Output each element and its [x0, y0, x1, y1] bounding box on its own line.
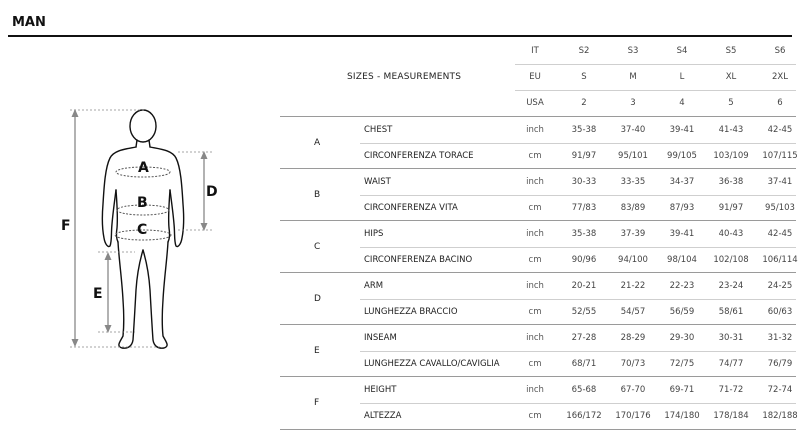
size-value: 28-29: [620, 333, 646, 343]
size-value: 90/96: [571, 255, 597, 265]
size-value: 21-22: [620, 281, 646, 291]
measurement-row: [360, 195, 796, 221]
measurement-name: LUNGHEZZA BRACCIO: [364, 307, 458, 317]
measurement-row: [360, 377, 796, 404]
size-header-cell: M: [629, 72, 637, 82]
size-header-cell: 3: [630, 98, 636, 108]
body-silhouette-illustration: [50, 100, 280, 360]
size-header-cell: 4: [679, 98, 685, 108]
size-header-cell: 2XL: [772, 72, 788, 82]
measurement-group-b: [280, 168, 796, 221]
size-value: 70/73: [620, 359, 646, 369]
measurement-row: [360, 221, 796, 248]
size-value: 42-45: [767, 229, 793, 239]
group-letter: F: [314, 398, 320, 408]
measurement-name: HEIGHT: [364, 385, 397, 395]
size-value: 95/103: [765, 203, 795, 213]
measurement-row: [360, 117, 796, 144]
size-value: 94/100: [618, 255, 648, 265]
size-value: 22-23: [669, 281, 695, 291]
measurement-row: [360, 403, 796, 429]
size-header-row-usa: [515, 90, 796, 116]
measurement-group-a: [280, 116, 796, 169]
size-value: 107/115: [762, 151, 798, 161]
size-header-cell: S4: [676, 46, 688, 56]
unit-label: cm: [528, 151, 542, 161]
size-value: 30-31: [718, 333, 744, 343]
size-value: 91/97: [571, 151, 597, 161]
size-value: 20-21: [571, 281, 597, 291]
size-value: 68/71: [571, 359, 597, 369]
measurement-name: CIRCONFERENZA VITA: [364, 203, 458, 213]
group-letter: C: [314, 242, 321, 252]
size-value: 56/59: [669, 307, 695, 317]
size-header-cell: 6: [777, 98, 783, 108]
size-value: 41-43: [718, 125, 744, 135]
measurement-name: CHEST: [364, 125, 393, 135]
unit-label: cm: [528, 307, 542, 317]
size-header-cell: S5: [725, 46, 737, 56]
unit-label: inch: [526, 385, 544, 395]
size-value: 72/75: [669, 359, 695, 369]
figure-label-e: E: [93, 286, 103, 302]
size-value: 37-40: [620, 125, 646, 135]
unit-label: inch: [526, 177, 544, 187]
measurement-group-d: [280, 272, 796, 325]
size-value: 182/188: [762, 411, 798, 421]
size-value: 83/89: [620, 203, 646, 213]
unit-label: cm: [528, 411, 542, 421]
size-value: 102/108: [713, 255, 749, 265]
body-measurement-figure: [50, 100, 280, 360]
group-letter: D: [314, 294, 321, 304]
measurement-name: WAIST: [364, 177, 391, 187]
size-value: 52/55: [571, 307, 597, 317]
size-system-label: EU: [529, 72, 541, 82]
size-value: 98/104: [667, 255, 697, 265]
size-value: 29-30: [669, 333, 695, 343]
size-header-cell: S6: [774, 46, 786, 56]
sizes-measurements-heading: SIZES - MEASUREMENTS: [347, 72, 462, 82]
unit-label: inch: [526, 333, 544, 343]
size-value: 37-41: [767, 177, 793, 187]
measurement-name: CIRCONFERENZA BACINO: [364, 255, 473, 265]
size-value: 40-43: [718, 229, 744, 239]
size-value: 35-38: [571, 125, 597, 135]
unit-label: cm: [528, 255, 542, 265]
size-value: 74/77: [718, 359, 744, 369]
measurement-row: [360, 351, 796, 377]
figure-label-b: B: [137, 195, 148, 211]
figure-label-a: A: [138, 160, 149, 176]
size-value: 77/83: [571, 203, 597, 213]
size-header-cell: S3: [627, 46, 639, 56]
size-header-cell: 5: [728, 98, 734, 108]
size-header-cell: S: [581, 72, 587, 82]
size-value: 174/180: [664, 411, 700, 421]
measurement-group-c: [280, 220, 796, 273]
size-value: 166/172: [566, 411, 602, 421]
measurement-name: CIRCONFERENZA TORACE: [364, 151, 474, 161]
size-value: 178/184: [713, 411, 749, 421]
size-value: 170/176: [615, 411, 651, 421]
unit-label: cm: [528, 203, 542, 213]
size-value: 95/101: [618, 151, 648, 161]
group-letter: A: [314, 138, 321, 148]
size-value: 76/79: [767, 359, 793, 369]
size-value: 67-70: [620, 385, 646, 395]
size-value: 71-72: [718, 385, 744, 395]
measurement-name: ALTEZZA: [364, 411, 402, 421]
measurement-row: [360, 325, 796, 352]
size-value: 72-74: [767, 385, 793, 395]
figure-label-d: D: [206, 184, 218, 200]
size-header-cell: XL: [725, 72, 737, 82]
size-value: 37-39: [620, 229, 646, 239]
measurement-row: [360, 273, 796, 300]
measurement-name: ARM: [364, 281, 384, 291]
unit-label: inch: [526, 125, 544, 135]
measurement-name: INSEAM: [364, 333, 397, 343]
measurement-row: [360, 169, 796, 196]
size-value: 39-41: [669, 229, 695, 239]
size-value: 60/63: [767, 307, 793, 317]
unit-label: cm: [528, 359, 542, 369]
measurement-row: [360, 299, 796, 325]
size-value: 23-24: [718, 281, 744, 291]
figure-label-f: F: [61, 218, 71, 234]
size-chart-table: [280, 38, 796, 430]
size-value: 31-32: [767, 333, 793, 343]
size-value: 106/114: [762, 255, 798, 265]
size-value: 33-35: [620, 177, 646, 187]
size-value: 34-37: [669, 177, 695, 187]
size-value: 42-45: [767, 125, 793, 135]
measurement-name: HIPS: [364, 229, 384, 239]
measurement-name: LUNGHEZZA CAVALLO/CAVIGLIA: [364, 359, 500, 369]
measurement-group-f: [280, 376, 796, 430]
size-header-row-it: [515, 38, 796, 65]
measurement-group-e: [280, 324, 796, 377]
title-divider: [8, 35, 792, 37]
size-system-label: USA: [526, 98, 544, 108]
size-value: 54/57: [620, 307, 646, 317]
size-value: 30-33: [571, 177, 597, 187]
size-value: 91/97: [718, 203, 744, 213]
size-value: 99/105: [667, 151, 697, 161]
size-header-cell: S2: [578, 46, 590, 56]
page-title: MAN: [12, 15, 46, 30]
measurement-row: [360, 247, 796, 273]
size-value: 65-68: [571, 385, 597, 395]
size-value: 35-38: [571, 229, 597, 239]
size-value: 87/93: [669, 203, 695, 213]
size-value: 39-41: [669, 125, 695, 135]
unit-label: inch: [526, 229, 544, 239]
size-value: 69-71: [669, 385, 695, 395]
size-system-label: IT: [531, 46, 539, 56]
size-value: 24-25: [767, 281, 793, 291]
unit-label: inch: [526, 281, 544, 291]
size-value: 58/61: [718, 307, 744, 317]
size-value: 103/109: [713, 151, 749, 161]
figure-label-c: C: [137, 222, 148, 238]
group-letter: B: [314, 190, 321, 200]
size-value: 27-28: [571, 333, 597, 343]
measurement-row: [360, 143, 796, 169]
size-value: 36-38: [718, 177, 744, 187]
size-header-cell: 2: [581, 98, 587, 108]
size-header-cell: L: [679, 72, 685, 82]
group-letter: E: [314, 346, 320, 356]
size-header-row-eu: [515, 64, 796, 91]
